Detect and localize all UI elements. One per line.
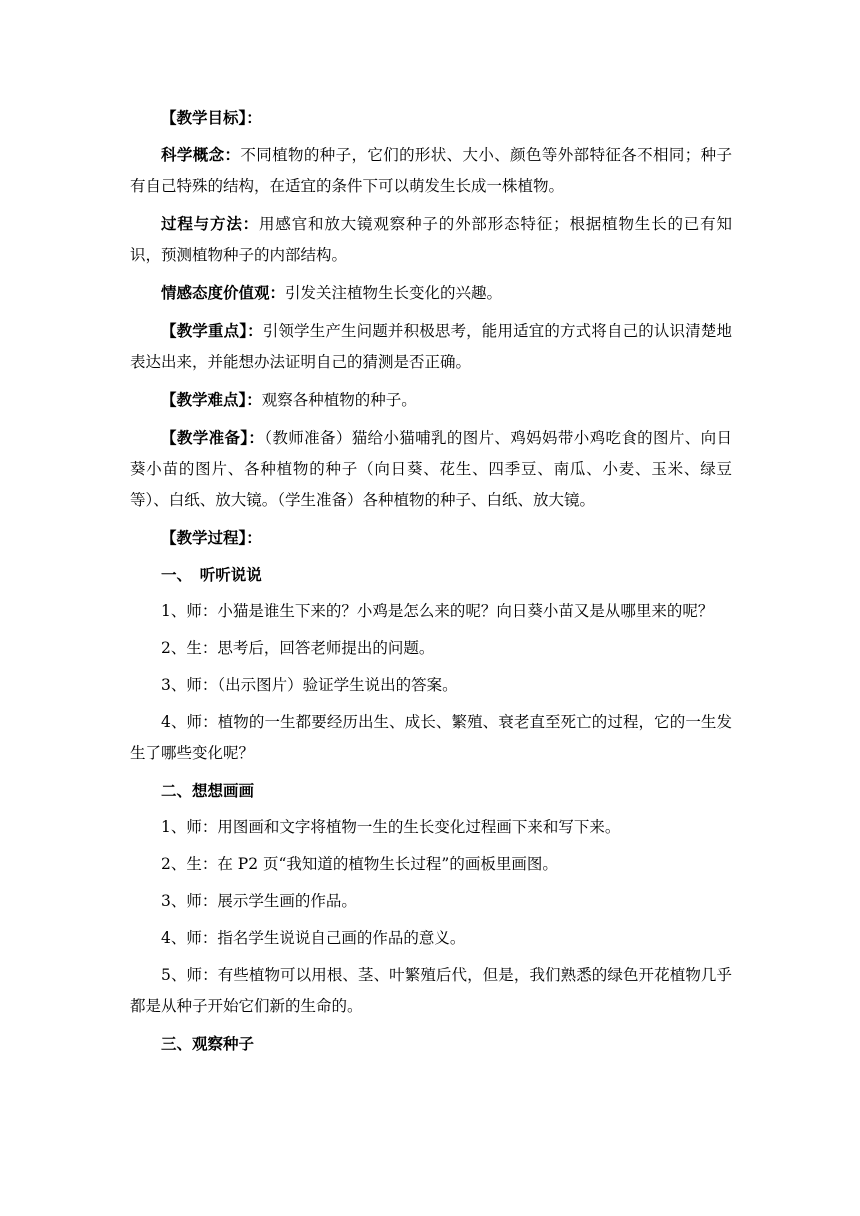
section-1-item: 1、师：小猫是谁生下来的？小鸡是怎么来的呢？向日葵小苗又是从哪里来的呢？: [161, 602, 714, 620]
key-point-paragraph: [130, 315, 732, 378]
attitude-text: 引发关注植物生长变化的兴趣。: [285, 284, 503, 302]
section-1-item: 3、师：（出示图片）验证学生说出的答案。: [161, 676, 458, 694]
method-paragraph: [130, 208, 732, 271]
concept-text: 不同植物的种子，它们的形状、大小、颜色等外部特征各不相同；种子有自己特殊的结构，在适宜的条件下可以萌发生长成一株植物。: [130, 146, 732, 195]
section-2-item: 4、师：指名学生说说自己画的作品的意义。: [161, 929, 466, 947]
section-2-item: 1、师：用图画和文字将植物一生的生长变化过程画下来和写下来。: [161, 818, 621, 836]
key-point-label: 【教学重点】：: [161, 321, 263, 340]
lesson-plan-body: [130, 102, 732, 1065]
difficulty-paragraph: [130, 384, 732, 416]
section-2-item: 2、生：在 P2 页“我知道的植物生长过程”的画板里画图。: [161, 855, 558, 873]
attitude-paragraph: [130, 277, 732, 309]
section-2-title: 二、想想画画: [161, 781, 255, 800]
difficulty-text: 观察各种植物的种子。: [261, 391, 417, 409]
objectives-heading: 【教学目标】：: [161, 108, 262, 127]
preparation-text: （教师准备）猫给小猫哺乳的图片、鸡妈妈带小鸡吃食的图片、向日葵小苗的图片、各种植物的种子（向日葵、花生、四季豆、南瓜、小麦、玉米、绿豆等）、白纸、放大镜。（学生准备）各种植物的种子、白纸、放大镜。: [130, 429, 732, 509]
method-label: 过程与方法：: [161, 214, 260, 233]
key-point-text: 引领学生产生问题并积极思考，能用适宜的方式将自己的认识清楚地表达出来，并能想办法证明自己的猜测是否正确。: [130, 322, 732, 371]
method-text: 用感官和放大镜观察种子的外部形态特征；根据植物生长的已有知识，预测植物种子的内部结构。: [130, 215, 732, 264]
preparation-label: 【教学准备】：: [161, 428, 265, 447]
preparation-paragraph: [130, 422, 732, 516]
section-2-item: 3、师：展示学生画的作品。: [161, 892, 357, 910]
section-2-item: 5、师：有些植物可以用根、茎、叶繁殖后代，但是，我们熟悉的绿色开花植物几乎都是从种子开始它们新的生命的。: [130, 966, 732, 1015]
difficulty-label: 【教学难点】：: [161, 390, 262, 409]
section-1-item: 4、师：植物的一生都要经历出生、成长、繁殖、衰老直至死亡的过程，它的一生发生了哪些变化呢？: [130, 713, 732, 762]
section-3-title: 三、观察种子: [161, 1034, 255, 1053]
section-1-item: 2、生：思考后，回答老师提出的问题。: [161, 639, 435, 657]
attitude-label: 情感态度价值观：: [161, 283, 286, 302]
section-1-title: 一、 听听说说: [161, 565, 262, 584]
concept-paragraph: [130, 139, 732, 202]
process-heading: 【教学过程】：: [161, 528, 262, 547]
concept-label: 科学概念：: [161, 145, 241, 164]
